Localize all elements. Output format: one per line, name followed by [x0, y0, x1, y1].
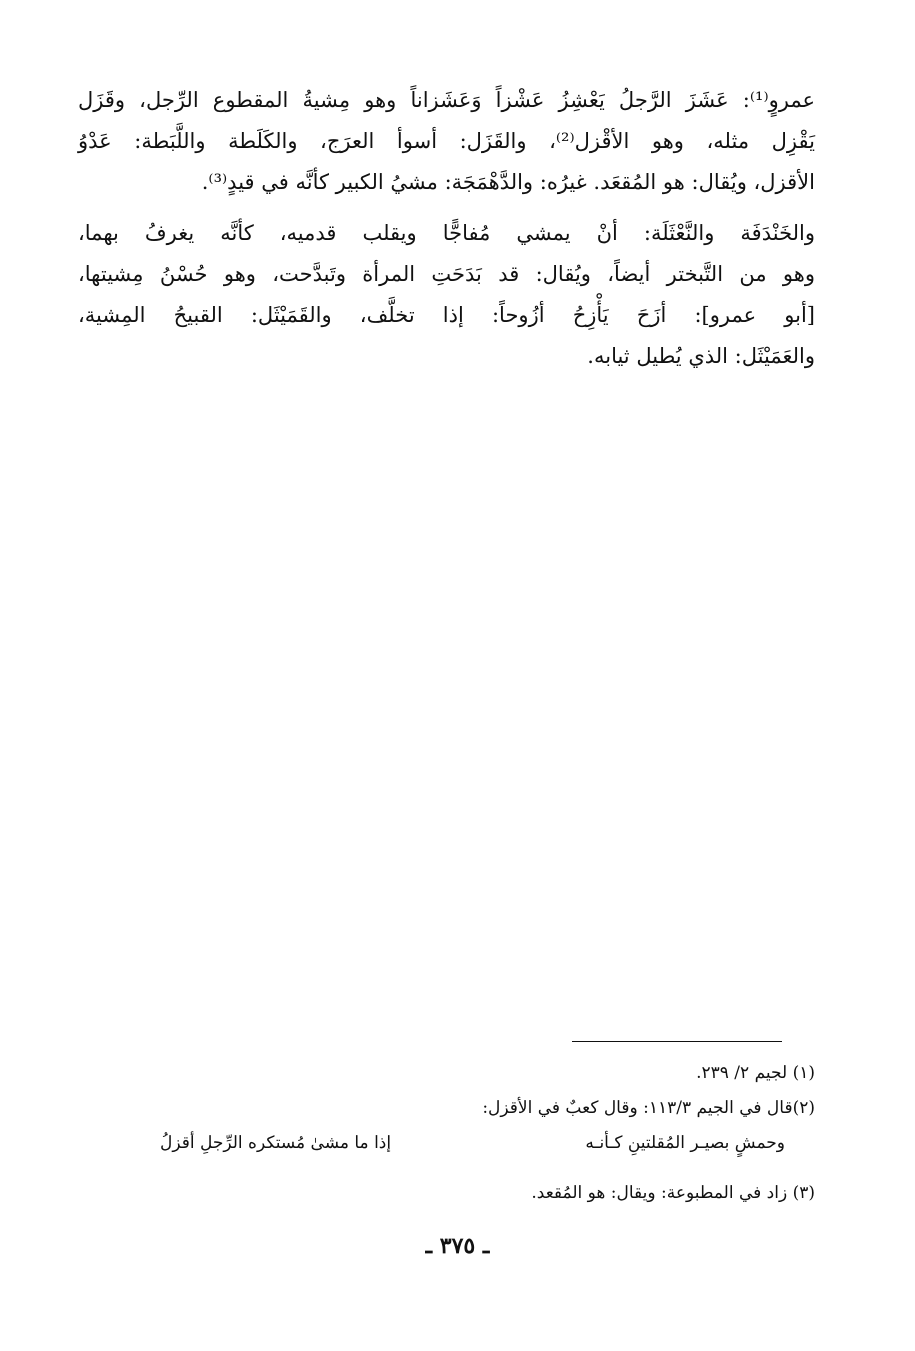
text-line: وهو من التَّبختر أيضاً، ويُقال: قد بَدَحَتِ المرأة وتَبدَّحت، وهو حُسْنُ مِشيتها،	[78, 262, 815, 286]
text-line: [أبو عمرو]: أزَحَ يَأْزِحُ أزُوحاً: إذا تخلَّف، والقَمَيْثَل: القبيحُ المِشية،	[78, 303, 815, 327]
verse-hemistich-left: إذا ما مشىٰ مُستكره الرِّجلِ أقزلُ	[160, 1133, 392, 1153]
footnote-1: (١) لجيم ٢/ ٢٣٩.	[696, 1063, 815, 1083]
text-line: الأقزل، ويُقال: هو المُقعَد. غيرُه: والدَّهْمَجَة: مشيُ الكبير كأنَّه في قيدٍ⁽³⁾.	[201, 170, 815, 194]
text-line: عمروٍ⁽¹⁾: عَشَزَ الرَّجلُ يَعْشِزُ عَشْزاً وَعَشَزاناً وهو مِشيةُ المقطوع الرِّجل، وقَزَل	[78, 88, 815, 112]
paragraph-2	[78, 213, 815, 377]
page-number: ـ ٣٧٥ ـ	[425, 1233, 490, 1259]
paragraph-1	[78, 80, 815, 203]
text-line: يَقْزِل مثله، وهو الأقْزل⁽²⁾، والقَزَل: أسوأ العرَج، والكَلَطة واللَّبَطة: عَدْوُ	[78, 129, 815, 153]
verse-hemistich-right: وحمشٍ بصيـر المُقلتينِ كـأنـه	[585, 1133, 785, 1153]
main-text	[78, 80, 815, 387]
footnote-3: (٣) زاد في المطبوعة: ويقال: هو المُقعد.	[531, 1183, 815, 1203]
footnote-divider	[572, 1041, 782, 1042]
text-line: والخَنْدَفَة والنَّعْثَلَة: أنْ يمشي مُفاجًّا ويقلب قدميه، كأنَّه يغرفُ بهما،	[78, 221, 815, 245]
text-line: والعَمَيْثَل: الذي يُطيل ثيابه.	[587, 344, 815, 368]
footnote-2: (٢)قال في الجيم ١١٣/٣: وقال كعبٌ في الأقزل:	[482, 1098, 815, 1118]
